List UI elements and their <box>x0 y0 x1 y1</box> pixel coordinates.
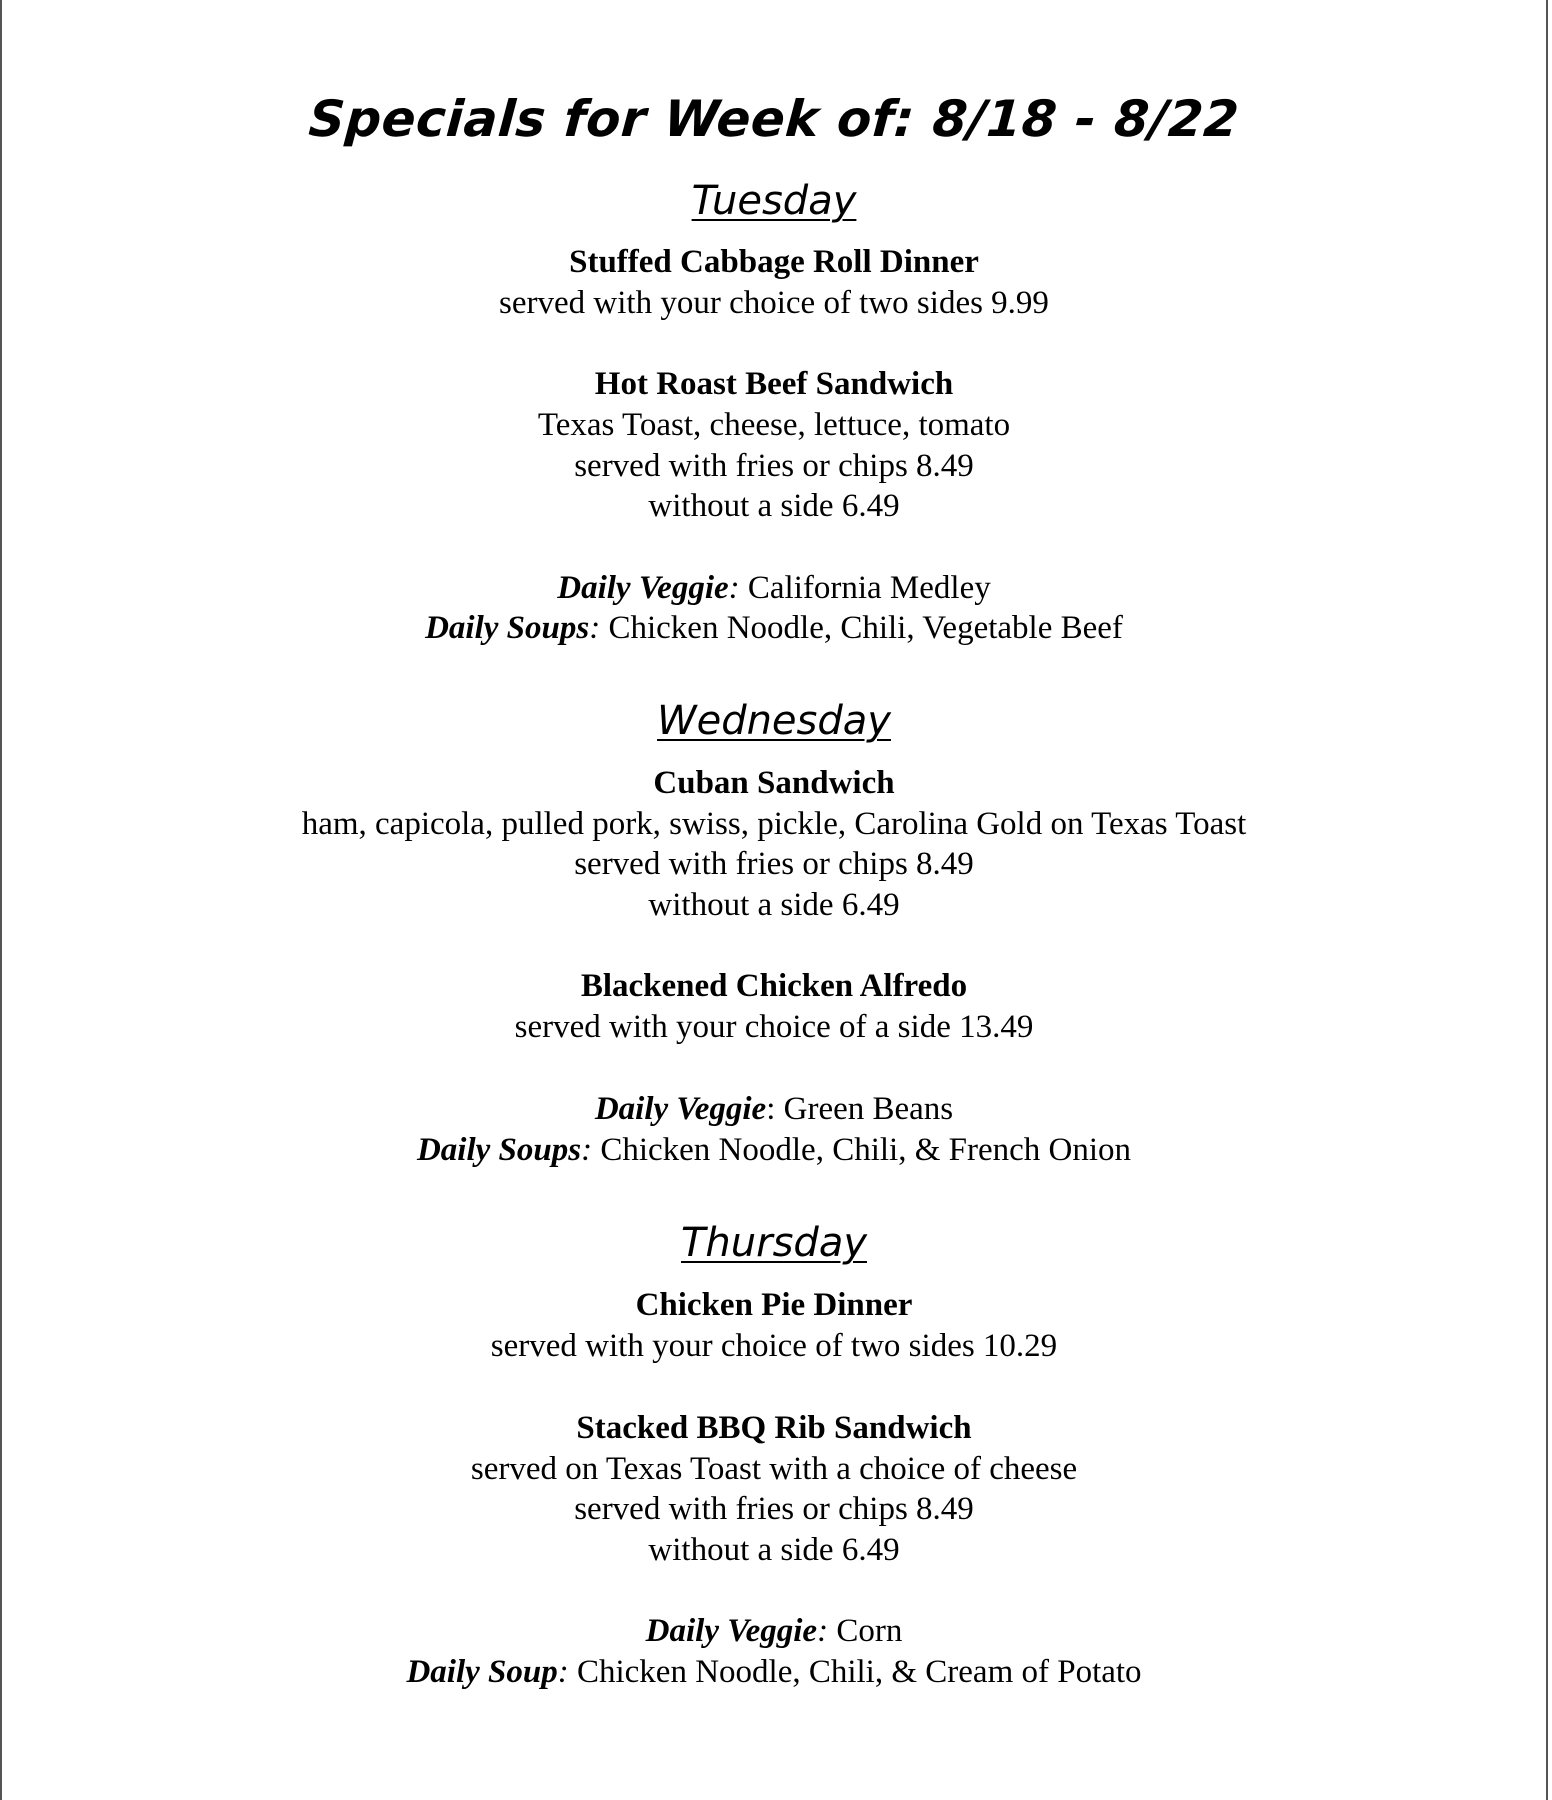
daily-soup-value: Chicken Noodle, Chili, & Cream of Potato <box>576 1654 1142 1690</box>
daily-veggie-value: California Medley <box>747 570 991 606</box>
daily-veggie-label: Daily Veggie <box>594 1091 767 1127</box>
wednesday-daily-veggie <box>2 1089 1546 1130</box>
daily-soup-label: Daily Soup <box>406 1654 558 1690</box>
day-heading-thursday: Thursday <box>681 1220 867 1266</box>
wednesday-item-1-desc-2: served with fries or chips 8.49 <box>574 846 974 882</box>
wednesday-item-2-desc: served with your choice of a side 13.49 <box>514 1009 1034 1045</box>
daily-veggie-label: Daily Veggie <box>645 1613 818 1649</box>
label-separator: : <box>557 1654 569 1690</box>
thursday-item-1-desc: served with your choice of two sides 10.29 <box>490 1328 1058 1364</box>
wednesday-item-1-desc-3: without a side 6.49 <box>648 887 900 923</box>
tuesday-daily-soups <box>2 608 1546 649</box>
daily-veggie-value: Green Beans <box>783 1091 954 1127</box>
wednesday-item-1-name: Cuban Sandwich <box>653 765 895 801</box>
thursday-item-2-desc-1: served on Texas Toast with a choice of cheese <box>470 1451 1078 1487</box>
daily-soups-label: Daily Soups <box>416 1132 582 1168</box>
wednesday-daily-soups <box>2 1130 1546 1171</box>
wednesday-item-2-name: Blackened Chicken Alfredo <box>580 968 968 1004</box>
label-separator: : <box>589 610 601 646</box>
thursday-item-2-name: Stacked BBQ Rib Sandwich <box>576 1410 972 1446</box>
thursday-daily-veggie <box>2 1611 1546 1652</box>
thursday-item-2-desc-2: served with fries or chips 8.49 <box>574 1491 974 1527</box>
label-separator: : <box>728 570 740 606</box>
daily-veggie-label: Daily Veggie <box>557 570 729 606</box>
tuesday-item-1-name: Stuffed Cabbage Roll Dinner <box>569 244 979 280</box>
tuesday-item-2-desc-1: Texas Toast, cheese, lettuce, tomato <box>537 407 1011 443</box>
page-title: Specials for Week of: 8/18 - 8/22 <box>306 90 1242 148</box>
thursday-item-1-name: Chicken Pie Dinner <box>635 1287 913 1323</box>
tuesday-item-2-desc-3: without a side 6.49 <box>648 488 900 524</box>
daily-soups-value: Chicken Noodle, Chili, Vegetable Beef <box>608 610 1123 646</box>
day-heading-wednesday: Wednesday <box>657 698 891 744</box>
label-separator: : <box>581 1132 593 1168</box>
thursday-item-2-desc-3: without a side 6.49 <box>648 1532 900 1568</box>
thursday-daily-soup <box>2 1652 1546 1693</box>
day-heading-tuesday: Tuesday <box>691 178 857 224</box>
daily-veggie-value: Corn <box>836 1613 903 1649</box>
tuesday-item-2-desc-2: served with fries or chips 8.49 <box>574 448 974 484</box>
wednesday-item-1-desc-1: ham, capicola, pulled pork, swiss, pickle, Carolina Gold on Texas Toast <box>301 806 1247 842</box>
tuesday-item-2-name: Hot Roast Beef Sandwich <box>594 366 954 402</box>
tuesday-daily-veggie <box>2 568 1546 609</box>
tuesday-item-1-desc: served with your choice of two sides 9.99 <box>499 285 1049 321</box>
label-separator: : <box>766 1091 776 1127</box>
label-separator: : <box>817 1613 829 1649</box>
daily-soups-value: Chicken Noodle, Chili, & French Onion <box>600 1132 1132 1168</box>
daily-soups-label: Daily Soups <box>425 610 590 646</box>
